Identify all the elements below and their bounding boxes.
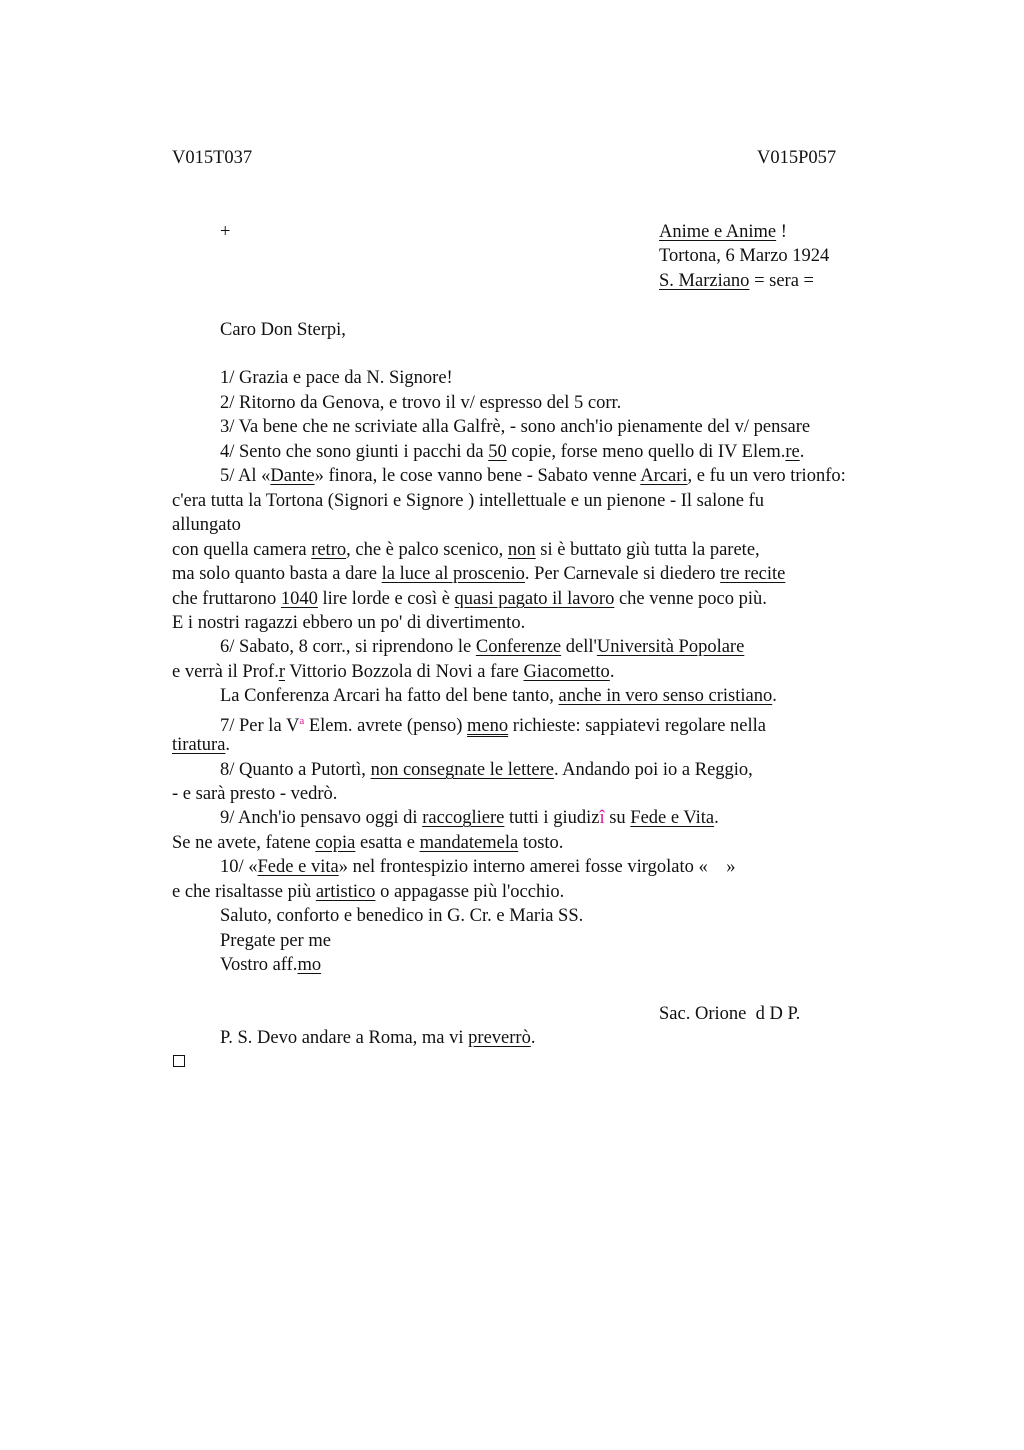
item-6-line-1: 6/ Sabato, 8 corr., si riprendono le Conferenze dell'Università Popolare [220, 637, 745, 657]
date-line: Tortona, 6 Marzo 1924 [659, 246, 830, 266]
item-7-line-1: 7/ Per la $V^a$ Elem. avrete (penso) meno richieste: sappiatevi regolare nella [220, 715, 767, 736]
item-5-line-4: con quella camera retro, che è palco scenico, non si è buttato giù tutta la parete, [172, 540, 760, 560]
closing-line-2: Pregate per me [220, 931, 331, 951]
item-8-line-2: - e sarà presto - vedrò. [172, 784, 338, 804]
item-10-line-1: 10/ «Fede e vita» nel frontespizio interno amerei fosse virgolato « » [220, 857, 736, 877]
item-9-line-1: 9/ Anch'io pensavo oggi di raccogliere tutti i giudizî su Fede e Vita. [220, 808, 719, 828]
motto: Anime e Anime [659, 222, 777, 242]
salutation: Caro Don Sterpi, [220, 320, 346, 340]
item-5-line-1: 5/ Al «Dante» finora, le cose vanno bene - Sabato venne Arcari, e fu un vero trionfo: [220, 466, 846, 486]
motto-line: Anime e Anime ! [659, 222, 787, 242]
item-5-line-7: E i nostri ragazzi ebbero un po' di divertimento. [172, 613, 526, 633]
item-6-line-2: e verrà il Prof.r Vittorio Bozzola di Novi a fare Giacometto. [172, 662, 615, 682]
item-7-line-2: tiratura. [172, 735, 231, 755]
place-line: S. Marziano = sera = [659, 271, 814, 291]
postscript: P. S. Devo andare a Roma, ma vi preverrò. [220, 1028, 536, 1048]
item-5-line-6: che fruttarono 1040 lire lorde e così è quasi pagato il lavoro che venne poco più. [172, 589, 767, 609]
item-3: 3/ Va bene che ne scriviate alla Galfrè, - sono anch'io pienamente del v/ pensare [220, 417, 811, 437]
item-1: 1/ Grazia e pace da N. Signore! [220, 368, 453, 388]
left-archive-code: V015T037 [172, 148, 253, 168]
item-4: 4/ Sento che sono giunti i pacchi da 50 copie, forse meno quello di IV Elem.re. [220, 442, 805, 462]
item-5-line-2: c'era tutta la Tortona (Signori e Signore ) intellettuale e un pienone - Il salone fu [172, 491, 764, 511]
item-9-line-2: Se ne avete, fatene copia esatta e mandatemela tosto. [172, 833, 564, 853]
item-5-line-5: ma solo quanto basta a dare la luce al proscenio. Per Carnevale si diedero tre recite [172, 564, 786, 584]
place: S. Marziano [659, 271, 750, 291]
item-6-line-3: La Conferenza Arcari ha fatto del bene tanto, anche in vero senso cristiano. [220, 686, 777, 706]
closing-line-3: Vostro aff.mo [220, 955, 322, 975]
end-mark-box [173, 1055, 185, 1067]
signature: Sac. Orione d D P. [659, 1004, 801, 1024]
item-2: 2/ Ritorno da Genova, e trovo il v/ espresso del 5 corr. [220, 393, 622, 413]
right-archive-code: V015P057 [757, 148, 837, 168]
cross-mark: + [220, 222, 231, 242]
item-5-line-3: allungato [172, 515, 241, 535]
closing-line-1: Saluto, conforto e benedico in G. Cr. e Maria SS. [220, 906, 584, 926]
item-8-line-1: 8/ Quanto a Putortì, non consegnate le lettere. Andando poi io a Reggio, [220, 760, 753, 780]
item-10-line-2: e che risaltasse più artistico o appagasse più l'occhio. [172, 882, 565, 902]
